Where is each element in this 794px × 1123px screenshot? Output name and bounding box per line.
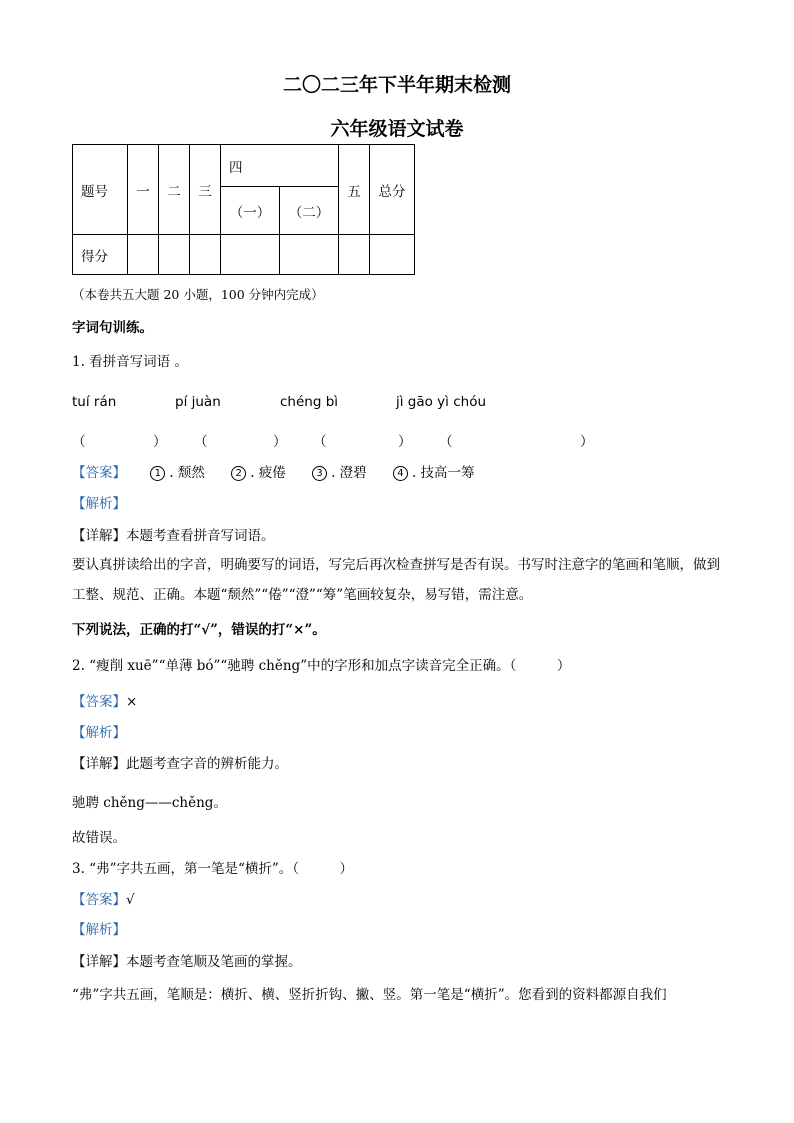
detail-label: 【详解】 xyxy=(72,528,126,544)
answer-item: 2 . 疲倦 xyxy=(231,461,286,481)
circled-number: 3 xyxy=(312,466,327,481)
blank-open: （ xyxy=(313,434,327,450)
analysis-label: 【解析】 xyxy=(72,496,126,512)
blank-close: ） xyxy=(153,434,167,450)
score-row-label: 得分 xyxy=(73,235,128,275)
score-cell xyxy=(280,235,339,275)
detail-text: 此题考查字音的辨析能力。 xyxy=(126,756,288,772)
answer-item: 3 . 澄碧 xyxy=(312,461,367,481)
blank-open: （ xyxy=(439,434,453,450)
score-cell xyxy=(339,235,370,275)
detail-line xyxy=(72,950,302,970)
answer-value: × xyxy=(126,694,138,710)
score-cell xyxy=(370,235,415,275)
explanation-line: 故错误。 xyxy=(72,830,126,846)
detail-line xyxy=(72,524,275,544)
header-q5: 五 xyxy=(339,145,370,235)
answer-item: 1 . 颓然 xyxy=(150,461,205,481)
score-cell xyxy=(159,235,190,275)
exam-note: （本卷共五大题 20 小题，100 分钟内完成） xyxy=(72,287,324,302)
header-total: 总分 xyxy=(370,145,415,235)
pinyin-4: jì gāo yì chóu xyxy=(396,394,487,410)
blank-close: ） xyxy=(580,434,594,450)
question-stem: 3. “弗”字共五画，第一笔是“横折”。（ ） xyxy=(72,861,354,877)
circled-number: 1 xyxy=(150,466,165,481)
detail-line xyxy=(72,752,288,772)
analysis-label: 【解析】 xyxy=(72,922,126,938)
header-q4-sub2: （二） xyxy=(280,187,339,235)
detail-label: 【详解】 xyxy=(72,954,126,970)
answer-label: 【答案】 xyxy=(72,892,126,908)
answer-value: √ xyxy=(126,892,135,908)
header-q1: 一 xyxy=(128,145,159,235)
blank-open: （ xyxy=(72,434,86,450)
blank-open: （ xyxy=(194,434,208,450)
header-q3: 三 xyxy=(190,145,221,235)
explanation-paragraph: 要认真拼读给出的字音，明确要写的词语，写完后再次检查拼写是否有误。书写时注意字的笔画和笔顺，做到工整、规范、正确。本题“颓然”“倦”“澄”“筹”笔画较复杂，易写错，需注意。 xyxy=(72,557,720,603)
section-heading: 下列说法，正确的打“√”，错误的打“×”。 xyxy=(72,622,326,638)
answer-row xyxy=(72,888,135,908)
blank-close: ） xyxy=(273,434,287,450)
header-q4: 四 xyxy=(221,145,339,187)
pinyin-1: tuí rán xyxy=(72,394,117,410)
answer-label: 【答案】 xyxy=(72,465,126,481)
detail-text: 本题考查笔顺及笔画的掌握。 xyxy=(126,954,302,970)
explanation-line: 驰聘 chěng——chěng。 xyxy=(72,795,227,811)
header-q4-sub1: （一） xyxy=(221,187,280,235)
blank-close: ） xyxy=(398,434,412,450)
exam-title: 二〇二三年下半年期末检测 xyxy=(282,74,511,96)
score-cell xyxy=(221,235,280,275)
question-number-label: 题号 xyxy=(73,145,128,235)
score-cell xyxy=(128,235,159,275)
question-stem: 2. “瘦削 xuē”“单薄 bó”“驰聘 chěng”中的字形和加点字读音完全正确。（ ） xyxy=(72,658,571,674)
analysis-label: 【解析】 xyxy=(72,725,126,741)
answer-label: 【答案】 xyxy=(72,694,126,710)
explanation-line: “弗”字共五画，笔顺是：横折、横、竖折折钩、撇、竖。第一笔是“横折”。您看到的资料都源自我们 xyxy=(72,987,667,1003)
question-stem: 1. 看拼音写词语 。 xyxy=(72,354,188,370)
answer-row xyxy=(72,461,497,481)
header-q2: 二 xyxy=(159,145,190,235)
exam-subtitle: 六年级语文试卷 xyxy=(330,118,464,140)
score-cell xyxy=(190,235,221,275)
detail-label: 【详解】 xyxy=(72,756,126,772)
detail-text: 本题考查看拼音写词语。 xyxy=(126,528,275,544)
section-heading: 字词句训练。 xyxy=(72,320,153,336)
answer-row xyxy=(72,690,137,710)
score-table xyxy=(72,144,415,275)
answer-item: 4 . 技高一筹 xyxy=(393,461,475,481)
circled-number: 4 xyxy=(393,466,408,481)
pinyin-2: pí juàn xyxy=(175,394,221,410)
pinyin-3: chéng bì xyxy=(280,394,339,410)
circled-number: 2 xyxy=(231,466,246,481)
